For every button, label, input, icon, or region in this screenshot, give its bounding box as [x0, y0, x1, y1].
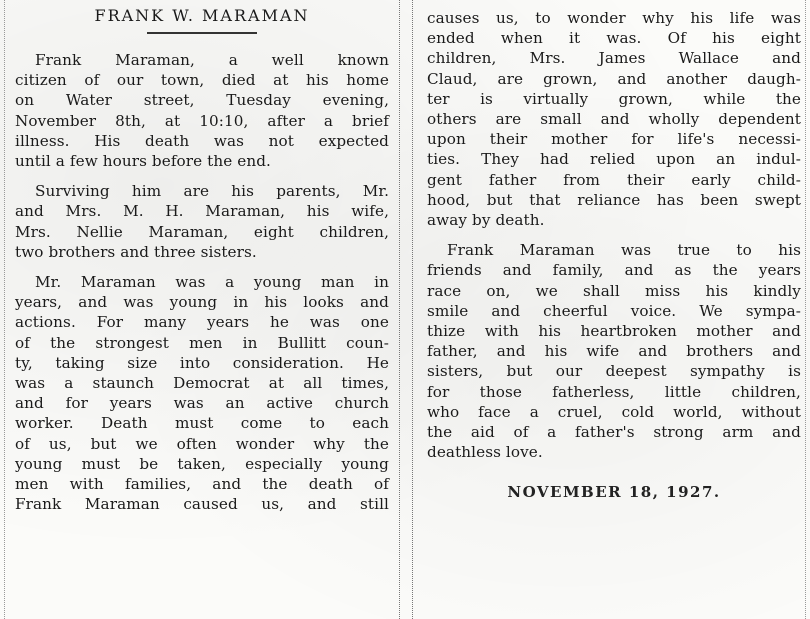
text-line: for those fatherless, little children, [427, 382, 801, 401]
text-line: years, and was young in his looks and [15, 293, 389, 312]
text-line: of us, but we often wonder why the [15, 434, 389, 453]
text-line: race on, we shall miss his kindly [427, 281, 801, 300]
text-line: Surviving him are his parents, Mr. [35, 182, 389, 201]
text-line: men with families, and the death of [15, 475, 389, 494]
obituary-headline: FRANK W. MARAMAN [94, 6, 310, 25]
text-line: ty, taking size into consideration. He [15, 353, 389, 372]
text-line: the aid of a father's strong arm and [427, 423, 801, 442]
text-line: worker. Death must come to each [15, 414, 389, 433]
text-line: Mr. Maraman was a young man in [35, 273, 389, 292]
text-line: November 8th, at 10:10, after a brief [15, 111, 389, 130]
headline-rule [147, 32, 257, 34]
text-line: and Mrs. M. H. Maraman, his wife, [15, 202, 389, 221]
left-column [4, 0, 400, 619]
paragraph-tribute [15, 272, 389, 514]
text-line: who face a cruel, cold world, without [427, 402, 801, 421]
text-line: causes us, to wonder why his life was [427, 9, 801, 27]
text-line: upon their mother for life's necessi- [427, 130, 801, 149]
dateline: NOVEMBER 18, 1927. [507, 483, 721, 502]
text-line: smile and cheerful voice. We sympa- [427, 301, 801, 320]
right-column [412, 0, 806, 619]
text-line: Claud, are grown, and another daugh- [427, 69, 801, 88]
text-line: was a staunch Democrat at all times, [15, 374, 389, 393]
paragraph-sympathy [427, 240, 801, 462]
text-line: ended when it was. Of his eight [427, 29, 801, 48]
text-line: Frank Maraman, a well known [35, 51, 389, 69]
text-line: Mrs. Nellie Maraman, eight children, [15, 222, 389, 241]
text-line: thize with his heartbroken mother and [427, 322, 801, 341]
text-line: two brothers and three sisters. [15, 242, 257, 261]
text-line: sisters, but our deepest sympathy is [427, 362, 801, 381]
text-line: Frank Maraman caused us, and still [15, 495, 389, 514]
text-line: others are small and wholly dependent [427, 110, 801, 129]
text-line: on Water street, Tuesday evening, [15, 91, 389, 110]
text-line: ter is virtually grown, while the [427, 89, 801, 108]
text-line: Frank Maraman was true to his [447, 241, 801, 260]
text-line: until a few hours before the end. [15, 152, 271, 171]
text-line: hood, but that reliance has been swept [427, 190, 801, 209]
text-line: and for years was an active church [15, 394, 389, 413]
text-line: father, and his wife and brothers and [427, 342, 801, 361]
text-line: citizen of our town, died at his home [15, 71, 389, 90]
paragraph-death-notice [15, 50, 389, 171]
text-line: away by death. [427, 211, 545, 230]
text-line: deathless love. [427, 443, 543, 462]
paragraph-survivors [15, 181, 389, 262]
text-line: children, Mrs. James Wallace and [427, 49, 801, 68]
text-line: ties. They had relied upon an indul- [427, 150, 801, 169]
text-line: of the strongest men in Bullitt coun- [15, 333, 389, 352]
paragraph-family [427, 8, 801, 230]
text-line: actions. For many years he was one [15, 313, 389, 332]
text-line: young must be taken, especially young [15, 454, 389, 473]
text-line: gent father from their early child- [427, 170, 801, 189]
text-line: illness. His death was not expected [15, 131, 389, 150]
text-line: friends and family, and as the years [427, 261, 801, 280]
